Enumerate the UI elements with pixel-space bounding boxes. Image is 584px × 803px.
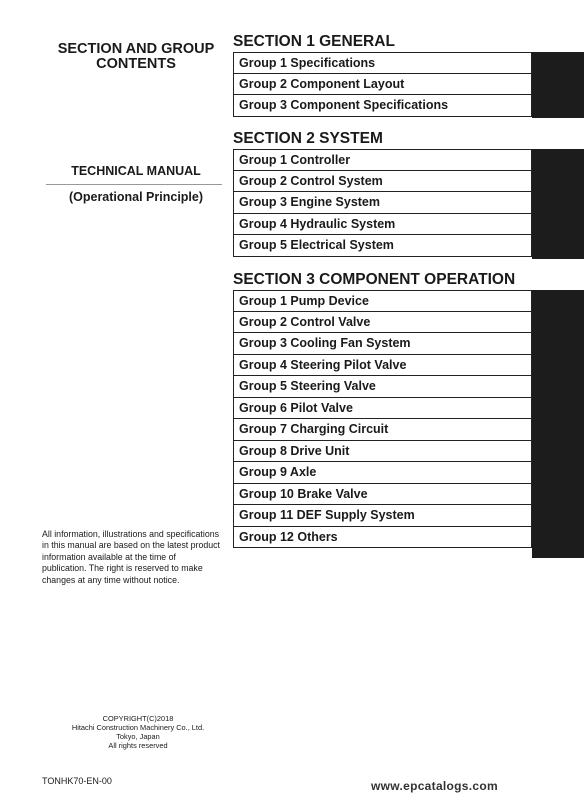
operational-principle-label: (Operational Principle) xyxy=(68,190,204,204)
group-link[interactable]: Group 4 Steering Pilot Valve xyxy=(233,355,532,377)
group-link[interactable]: Group 3 Component Specifications xyxy=(233,95,532,117)
divider xyxy=(46,184,222,185)
group-link[interactable]: Group 10 Brake Valve xyxy=(233,484,532,506)
title-line-2: CONTENTS xyxy=(96,56,176,72)
group-list-section-1 xyxy=(233,52,532,117)
group-link[interactable]: Group 4 Hydraulic System xyxy=(233,214,532,236)
group-link[interactable]: Group 8 Drive Unit xyxy=(233,441,532,463)
group-link[interactable]: Group 2 Component Layout xyxy=(233,74,532,96)
group-list-section-3 xyxy=(233,290,532,548)
group-link[interactable]: Group 2 Control Valve xyxy=(233,312,532,334)
section-heading: SECTION 3 COMPONENT OPERATION xyxy=(233,271,516,288)
group-link[interactable]: Group 11 DEF Supply System xyxy=(233,505,532,527)
title-line-1: SECTION AND GROUP xyxy=(57,41,215,57)
technical-manual-label: TECHNICAL MANUAL xyxy=(71,164,201,178)
watermark-text: www.epcatalogs.com xyxy=(371,779,498,793)
copyright-line: Hitachi Construction Machinery Co., Ltd. xyxy=(71,723,205,732)
section-heading: SECTION 1 GENERAL xyxy=(233,33,395,50)
group-link[interactable]: Group 12 Others xyxy=(233,527,532,549)
section-tab xyxy=(532,290,584,558)
section-group-contents-title xyxy=(40,42,232,72)
group-link[interactable]: Group 7 Charging Circuit xyxy=(233,419,532,441)
section-tab xyxy=(532,52,584,118)
document-code: TONHK70-EN-00 xyxy=(42,776,112,786)
group-link[interactable]: Group 1 Specifications xyxy=(233,52,532,74)
copyright-line: Tokyo, Japan xyxy=(116,732,160,741)
group-link[interactable]: Group 3 Engine System xyxy=(233,192,532,214)
copyright-line: All rights reserved xyxy=(108,741,168,750)
section-heading: SECTION 2 SYSTEM xyxy=(233,130,383,147)
group-link[interactable]: Group 9 Axle xyxy=(233,462,532,484)
group-link[interactable]: Group 2 Control System xyxy=(233,171,532,193)
group-link[interactable]: Group 5 Steering Valve xyxy=(233,376,532,398)
group-link[interactable]: Group 1 Controller xyxy=(233,149,532,171)
group-link[interactable]: Group 6 Pilot Valve xyxy=(233,398,532,420)
copyright-line: COPYRIGHT(C)2018 xyxy=(102,714,174,723)
group-link[interactable]: Group 5 Electrical System xyxy=(233,235,532,257)
group-link[interactable]: Group 3 Cooling Fan System xyxy=(233,333,532,355)
section-tab xyxy=(532,149,584,259)
copyright-block xyxy=(42,714,234,750)
group-list-section-2 xyxy=(233,149,532,257)
group-link[interactable]: Group 1 Pump Device xyxy=(233,290,532,312)
disclaimer-text: All information, illustrations and specifications in this manual are based on the latest product information available at the time of publication. The right is reserved to make changes at any time without notice. xyxy=(42,529,221,585)
